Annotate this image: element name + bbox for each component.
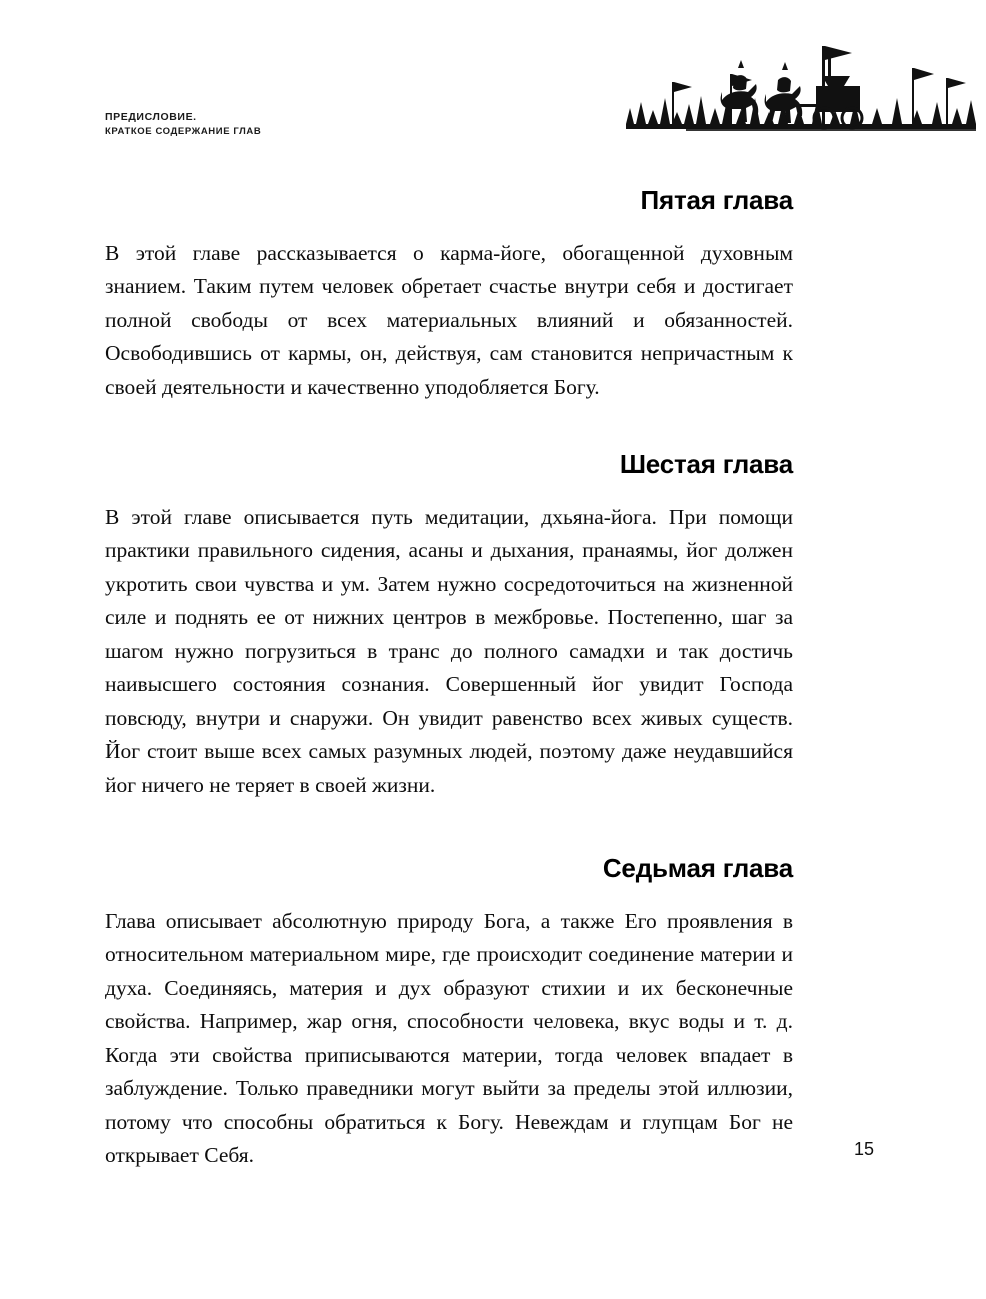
running-header-line-1: ПРЕДИСЛОВИЕ. [105, 111, 197, 123]
chapter-section-5 [105, 186, 793, 404]
chapter-section-6 [105, 450, 793, 802]
running-header [105, 110, 435, 139]
chariot-and-horsemen-silhouette-icon [626, 38, 976, 150]
chapter-section-7 [105, 854, 793, 1173]
chapter-title: Пятая глава [640, 185, 793, 215]
running-header-line-2: КРАТКОЕ СОДЕРЖАНИЕ ГЛАВ [105, 126, 262, 138]
page-content [105, 186, 793, 1207]
chapter-title: Шестая глава [619, 449, 793, 480]
chapter-body: В этой главе рассказывается о карма-йоге, обогащенной духовным знанием. Таким путем человек обретает счастье внутри себя и достигает полной свободы от всех материальных влияний и обязанностей. Освободившись от кармы, он, действуя, сам становится непричастным к своей деятельности и качественно уподобляется Богу. [105, 240, 793, 399]
chapter-title: Седьмая глава [602, 853, 793, 884]
chapter-body: В этой главе описывается путь медитации, дхьяна-йога. При помощи практики правильного сидения, асаны и дыхания, пранаямы, йог должен укротить свои чувства и ум. Затем нужно сосредоточиться на жизненной силе и поднять ее от нижних центров в межбровье. Постепенно, шаг за шагом нужно погрузиться в транс до полного самадхи и так достичь наивысшего состояния сознания. Совершенный йог увидит Господа повсюду, внутри и снаружи. Он увидит равенство всех живых существ. Йог стоит выше всех самых разумных людей, поэтому даже неудавшийся йог ничего не теряет в своей жизни. [105, 504, 793, 797]
chapter-body: Глава описывает абсолютную природу Бога, а также Его проявления в относительном материальном мире, где происходит соединение материи и духа. Соединяясь, материя и дух образуют стихии и их бесконечные свойства. Например, жар огня, способности человека, вкус воды и т. д. Когда эти свойства приписываются материи, тогда человек впадает в заблуждение. Только праведники могут выйти за пределы этой иллюзии, потому что способны обратиться к Богу. Невеждам и глупцам Бог не открывает Себя. [105, 908, 793, 1168]
page-number: 15 [853, 1139, 874, 1159]
